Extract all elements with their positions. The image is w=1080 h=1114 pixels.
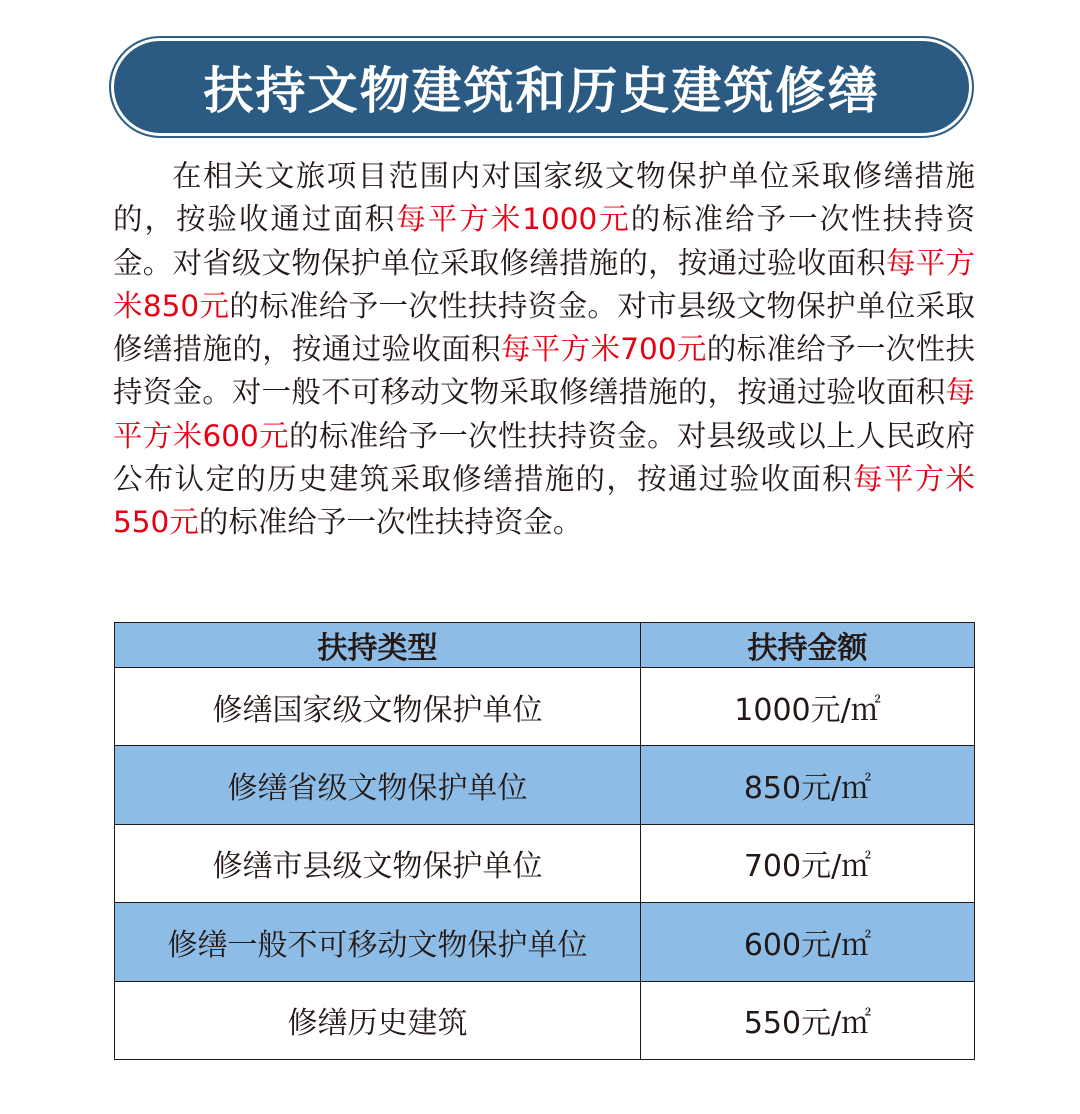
- paragraph-segment: 的标准给予一次性扶持资金。对省级文物保护单位采取修缮措施的，按通过验收面积: [113, 202, 975, 280]
- table-cell-type: 修缮市县级文物保护单位: [115, 824, 641, 902]
- table-header-type: 扶持类型: [115, 623, 641, 668]
- table-row: [115, 824, 975, 902]
- support-table: [114, 622, 975, 1060]
- table-header-row: [115, 623, 975, 668]
- table-cell-amount: 850元/㎡: [641, 746, 975, 824]
- paragraph-highlight-amount: 每平方米700元: [500, 332, 707, 367]
- table-row: [115, 981, 975, 1059]
- paragraph-highlight-amount: 每平方米1000元: [396, 202, 631, 237]
- table-cell-type: 修缮国家级文物保护单位: [115, 668, 641, 746]
- table-cell-amount: 550元/㎡: [641, 981, 975, 1059]
- title-banner: [111, 38, 972, 136]
- table-cell-amount: 700元/㎡: [641, 824, 975, 902]
- table-header-amount: 扶持金额: [641, 623, 975, 668]
- table-cell-type: 修缮一般不可移动文物保护单位: [115, 903, 641, 981]
- paragraph-segment: 的标准给予一次性扶持资金。对市县级文物保护单位采取修缮措施的，按通过验收面积: [113, 288, 975, 367]
- table-cell-amount: 1000元/㎡: [641, 668, 975, 746]
- table-row: [115, 903, 975, 981]
- support-table-container: [114, 622, 974, 1060]
- paragraph-segment: 的标准给予一次性扶持资金。: [198, 505, 583, 540]
- page-title: 扶持文物建筑和历史建筑修缮: [203, 62, 880, 120]
- paragraph-segment: 的标准给予一次性扶持资金。对一般不可移动文物采取修缮措施的，按通过验收面积: [113, 332, 975, 410]
- policy-paragraph: [113, 155, 975, 545]
- paragraph-segment: 的标准给予一次性扶持资金。对县级或以上人民政府公布认定的历史建筑采取修缮措施的，按通过验收面积: [113, 418, 975, 497]
- table-cell-type: 修缮历史建筑: [115, 981, 641, 1059]
- paragraph-highlight-amount: 每平方米600元: [113, 375, 975, 453]
- table-cell-type: 修缮省级文物保护单位: [115, 746, 641, 824]
- table-cell-amount: 600元/㎡: [641, 903, 975, 981]
- table-row: [115, 746, 975, 824]
- paragraph-highlight-amount: 每平方米850元: [113, 245, 975, 323]
- paragraph-highlight-amount: 每平方米550元: [113, 462, 975, 540]
- paragraph-segment: 在相关文旅项目范围内对国家级文物保护单位采取修缮措施的，按验收通过面积: [113, 159, 975, 237]
- table-row: [115, 668, 975, 746]
